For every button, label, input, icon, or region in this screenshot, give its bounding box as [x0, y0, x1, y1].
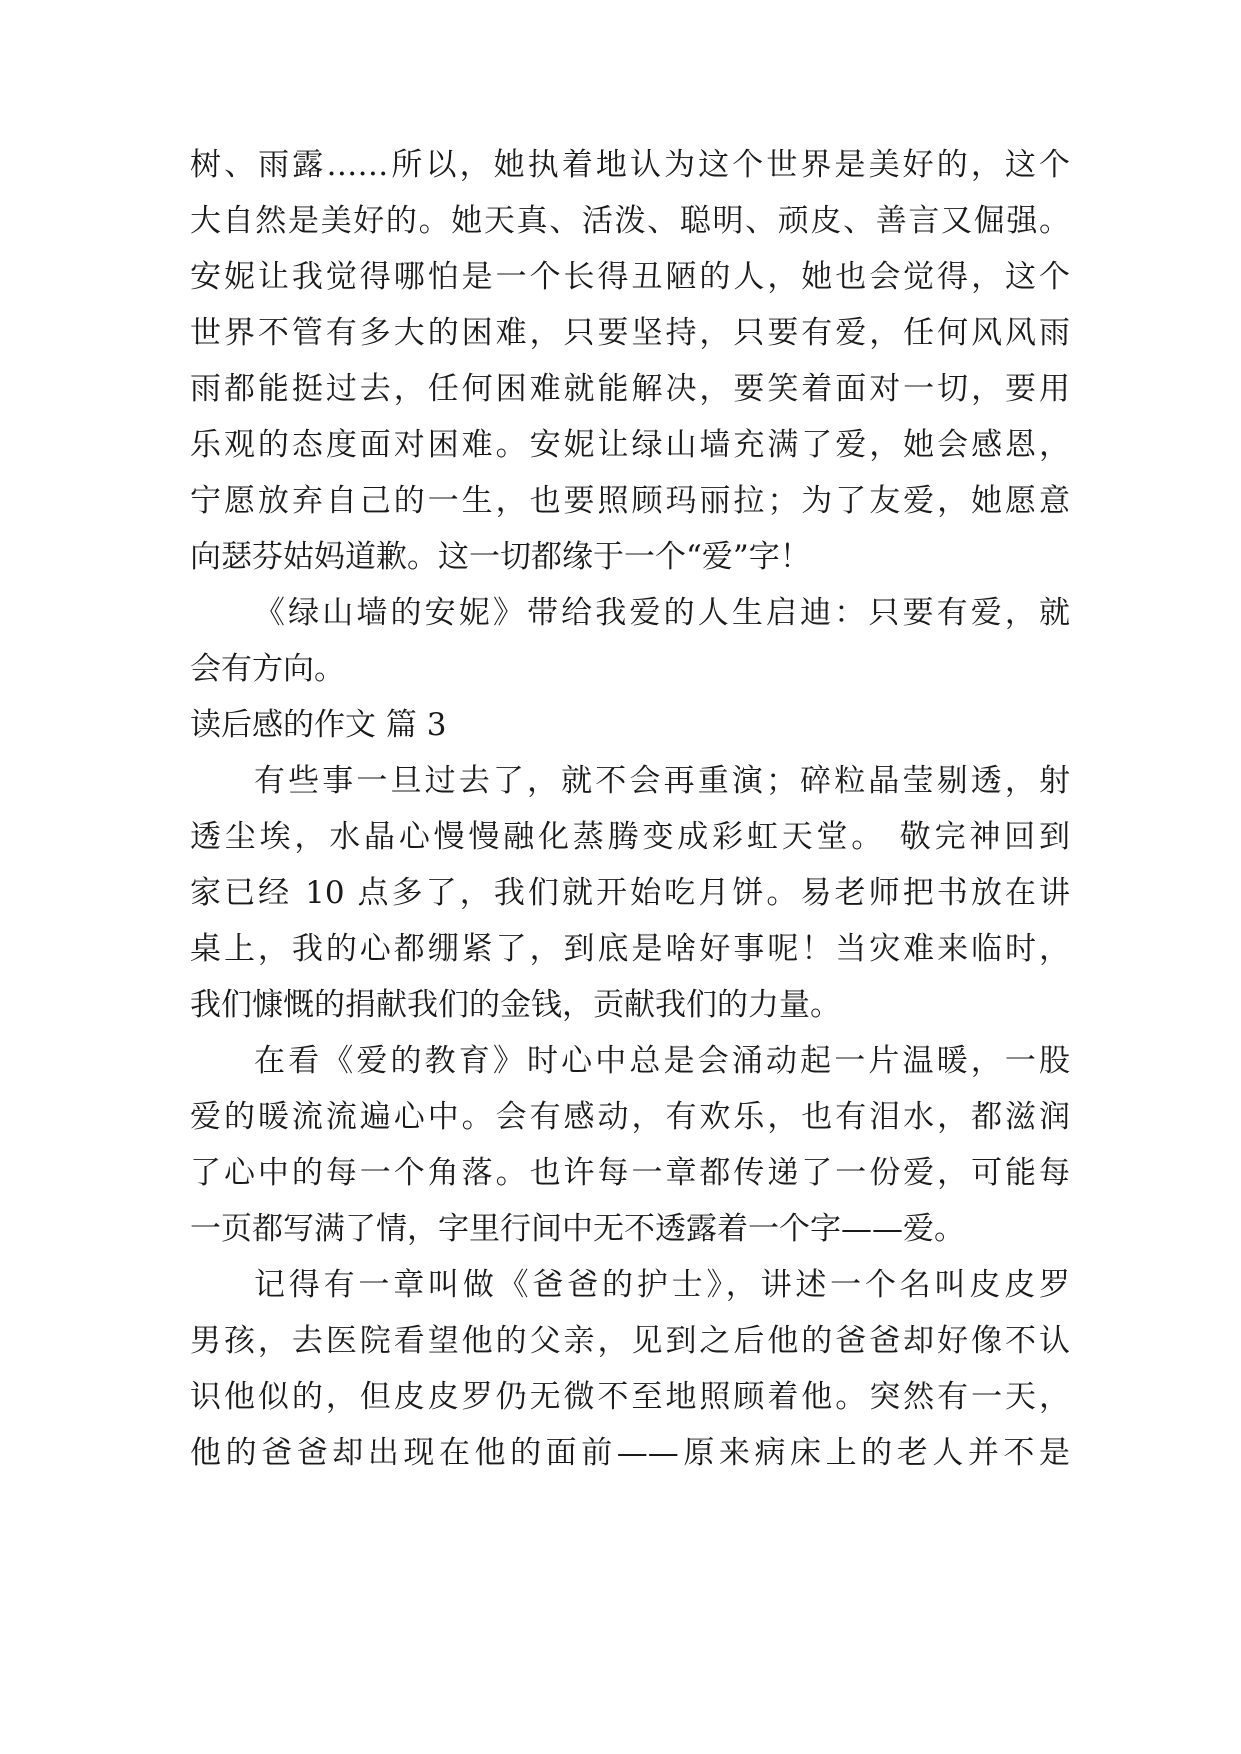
paragraph-line: 有些事一旦过去了，就不会再重演；碎粒晶莹剔透，射 [254, 763, 1070, 799]
paragraph-line: 在看《爱的教育》时心中总是会涌动起一片温暖，一股 [254, 1043, 1070, 1079]
paragraph-line: 世界不管有多大的困难，只要坚持，只要有爱，任何风风雨 [190, 315, 1070, 351]
paragraph-line: 透尘埃，水晶心慢慢融化蒸腾变成彩虹天堂。 敬完神回到 [190, 819, 1070, 855]
paragraph-line: 男孩，去医院看望他的父亲，见到之后他的爸爸却好像不认 [190, 1323, 1070, 1359]
paragraph-line: 爱的暖流流遍心中。会有感动，有欢乐，也有泪水，都滋润 [190, 1099, 1070, 1135]
paragraph-line: 大自然是美好的。她天真、活泼、聪明、顽皮、善言又倔强。 [190, 203, 1070, 239]
paragraph-line: 记得有一章叫做《爸爸的护士》，讲述一个名叫皮皮罗 [254, 1267, 1070, 1303]
paragraph-line: 雨都能挺过去，任何困难就能解决，要笑着面对一切，要用 [190, 371, 1070, 407]
paragraph-line: 向瑟芬姑妈道歉。这一切都缘于一个“爱”字！ [190, 539, 811, 575]
paragraph-line: 树、雨露……所以，她执着地认为这个世界是美好的，这个 [190, 147, 1070, 183]
paragraph-line: 家已经 10 点多了，我们就开始吃月饼。易老师把书放在讲 [190, 875, 1070, 911]
paragraph-line: 识他似的，但皮皮罗仍无微不至地照顾着他。突然有一天， [190, 1379, 1070, 1415]
paragraph-line: 桌上，我的心都绷紧了，到底是啥好事呢！当灾难来临时， [190, 931, 1070, 967]
paragraph-line: 乐观的态度面对困难。安妮让绿山墙充满了爱，她会感恩， [190, 427, 1070, 463]
paragraph-line: 了心中的每一个角落。也许每一章都传递了一份爱，可能每 [190, 1155, 1070, 1191]
paragraph-line: 一页都写满了情，字里行间中无不透露着一个字——爱。 [190, 1211, 965, 1247]
paragraph-line: 《绿山墙的安妮》带给我爱的人生启迪：只要有爱，就 [254, 595, 1070, 631]
paragraph-line: 安妮让我觉得哪怕是一个长得丑陋的人，她也会觉得，这个 [190, 259, 1070, 295]
section-heading: 读后感的作文 篇 3 [190, 707, 447, 743]
paragraph-line: 他的爸爸却出现在他的面前——原来病床上的老人并不是 [190, 1435, 1070, 1471]
paragraph-line: 我们慷慨的捐献我们的金钱，贡献我们的力量。 [190, 987, 841, 1023]
paragraph-line: 会有方向。 [190, 651, 345, 687]
paragraph-line: 宁愿放弃自己的一生，也要照顾玛丽拉；为了友爱，她愿意 [190, 483, 1070, 519]
